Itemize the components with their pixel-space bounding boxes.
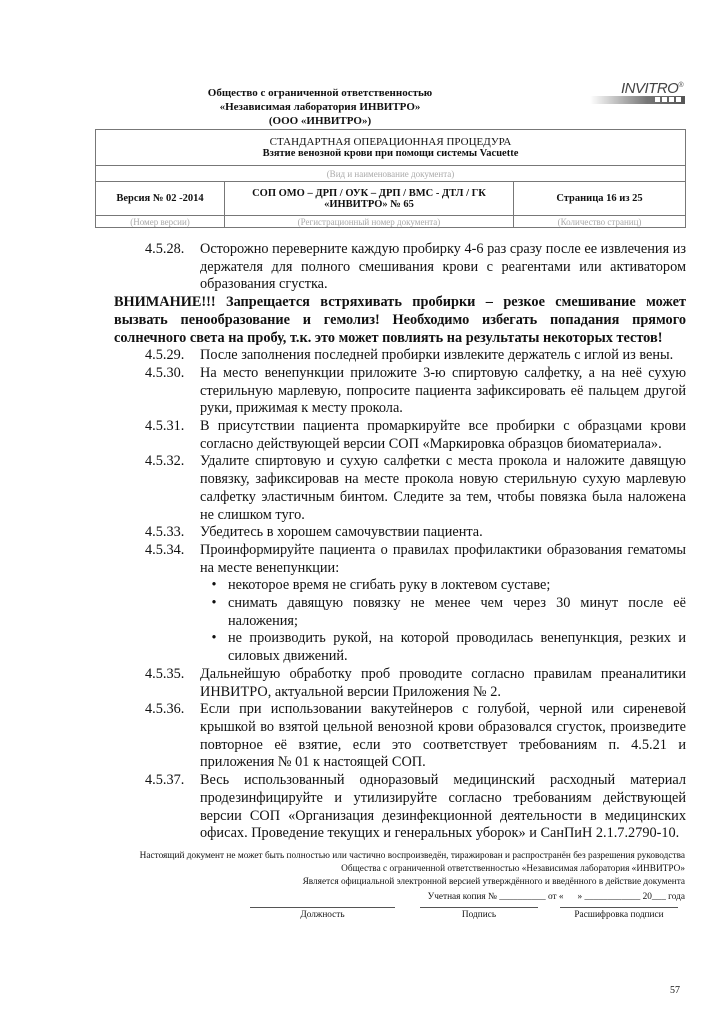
procedure-step [114, 241, 686, 294]
procedure-body [114, 241, 686, 843]
step-number: 4.5.31. [145, 418, 185, 435]
organization-name [170, 86, 470, 128]
copy-record: Учетная копия № __________ от « » ____________ 20___ года [427, 892, 685, 902]
step-content [200, 453, 686, 524]
doc-caption: (Вид и наименование документа) [96, 166, 686, 182]
bullet-text: снимать давящую повязку не менее чем через 30 минут после её наложения; [228, 595, 686, 629]
step-number: 4.5.33. [145, 524, 185, 541]
bullet-icon: • [211, 577, 217, 594]
step-content [200, 701, 686, 772]
procedure-step [114, 666, 686, 701]
step-content [200, 418, 686, 453]
page-number: 57 [670, 985, 680, 996]
org-line: (ООО «ИНВИТРО») [268, 115, 372, 127]
warning-text: ВНИМАНИЕ!!! Запрещается встряхивать пробирки – резкое смешивание может вызвать пенообразование и гемолиз! Необходимо избегать попадания прямого солнечного света на пробу, т.к. это может повлиять на результаты некоторых тестов! [114, 294, 686, 346]
procedure-step [114, 453, 686, 524]
position-field: Должность [250, 907, 395, 920]
step-text: Если при использовании вакутейнеров с голубой, черной или сиреневой крышкой во взятой цельной венозной крови образовался сгусток, произведите повторное её взятие, если это соответствует требованиям п. 4.5.21 и приложения № 01 к настоящей СОП. [200, 701, 686, 771]
step-text: После заполнения последней пробирки извлеките держатель с иглой из вены. [200, 347, 674, 364]
procedure-step [114, 542, 686, 666]
version: Версия № 02 -2014 [96, 182, 225, 216]
step-number: 4.5.37. [145, 772, 185, 789]
procedure-step [114, 365, 686, 418]
reg-caption: (Регистрационный номер документа) [225, 216, 514, 228]
step-content [200, 524, 686, 542]
step-number: 4.5.29. [145, 347, 185, 364]
bullet-item [200, 595, 686, 630]
footer-notice [110, 850, 685, 889]
procedure-step [114, 347, 686, 365]
step-text: Дальнейшую обработку проб проводите согласно правилам преаналитики ИНВИТРО, актуальной версии Приложения № 2. [200, 665, 686, 700]
step-number: 4.5.35. [145, 665, 185, 682]
bullet-item [200, 577, 686, 595]
footer-line: Настоящий документ не может быть полностью или частично воспроизведён, тиражирован и распространён без разрешения руководства [139, 851, 685, 861]
step-content [200, 542, 686, 666]
procedure-step [114, 701, 686, 772]
step-content [200, 772, 686, 843]
step-text: Удалите спиртовую и сухую салфетки с места прокола и наложите давящую повязку, зафиксировав на месте прокола новую стерильную сухую марлевую салфетку эластичным бинтом. Следите за тем, чтобы повязка была наложена не слишком туго. [200, 453, 686, 523]
procedure-step [114, 772, 686, 843]
procedure-step [114, 418, 686, 453]
step-content [200, 666, 686, 701]
step-content [200, 347, 686, 365]
document-header-table [95, 129, 686, 228]
doc-type: СТАНДАРТНАЯ ОПЕРАЦИОННАЯ ПРОЦЕДУРА [269, 136, 512, 148]
step-text: Осторожно переверните каждую пробирку 4-6 раз сразу после ее извлечения из держателя для полного смешивания крови с реагентами или активатором образования сгустка. [200, 241, 686, 293]
bullet-icon: • [211, 630, 217, 647]
step-text: Проинформируйте пациента о правилах профилактики образования гематомы на месте венепункции: [200, 541, 686, 576]
org-line: Общество с ограниченной ответственностью [207, 87, 433, 99]
step-number: 4.5.32. [145, 453, 185, 470]
reg-number: СОП ОМО – ДРП / ОУК – ДРП / ВМС - ДТЛ / ГК «ИНВИТРО» № 65 [225, 182, 514, 216]
pages-caption: (Количество страниц) [514, 216, 686, 228]
signature-field: Подпись [420, 907, 538, 920]
footer-line: Общества с ограниченной ответственностью «Независимая лаборатория «ИНВИТРО» [341, 864, 685, 874]
decoding-field: Расшифровка подписи [560, 907, 678, 920]
bullet-text: некоторое время не сгибать руку в локтевом суставе; [228, 577, 551, 594]
step-number: 4.5.34. [145, 541, 185, 558]
step-number: 4.5.30. [145, 364, 185, 381]
step-content [200, 365, 686, 418]
footer-line: Является официальной электронной версией утверждённого и введённого в действие документа [302, 877, 685, 887]
step-text: На место венепункции приложите 3-ю спиртовую салфетку, а на неё сухую стерильную марлевую, попросите пациента зафиксировать её пальцем другой руки, прижимая к месту прокола. [200, 364, 686, 417]
step-text: Убедитесь в хорошем самочувствии пациента. [200, 524, 483, 541]
step-number: 4.5.28. [145, 241, 185, 257]
bullet-item [200, 630, 686, 665]
page-count: Страница 16 из 25 [514, 182, 686, 216]
bullet-list [200, 577, 686, 666]
procedure-step [114, 524, 686, 542]
step-number: 4.5.36. [145, 701, 185, 718]
invitro-logo: INVITRO® [590, 80, 685, 110]
step-text: Весь использованный одноразовый медицинский расходный материал продезинфицируйте и утилизируйте согласно требованиям действующей версии СОП «Организация дезинфекционной деятельности в медицинских офисах. Проведение текущих и генеральных уборок» и СанПиН 2.1.7.2790-10. [200, 772, 686, 842]
bullet-icon: • [211, 595, 217, 612]
bullet-text: не производить рукой, на которой проводилась венепункция, резких и силовых движений. [228, 630, 686, 665]
version-caption: (Номер версии) [96, 216, 225, 228]
step-text: В присутствии пациента промаркируйте все пробирки с образцами крови согласно действующей версии СОП «Маркировка образцов биоматериала». [200, 418, 686, 452]
org-line: «Независимая лаборатория ИНВИТРО» [219, 101, 421, 113]
doc-title: Взятие венозной крови при помощи системы Vacuette [262, 148, 519, 159]
step-content [200, 241, 686, 294]
